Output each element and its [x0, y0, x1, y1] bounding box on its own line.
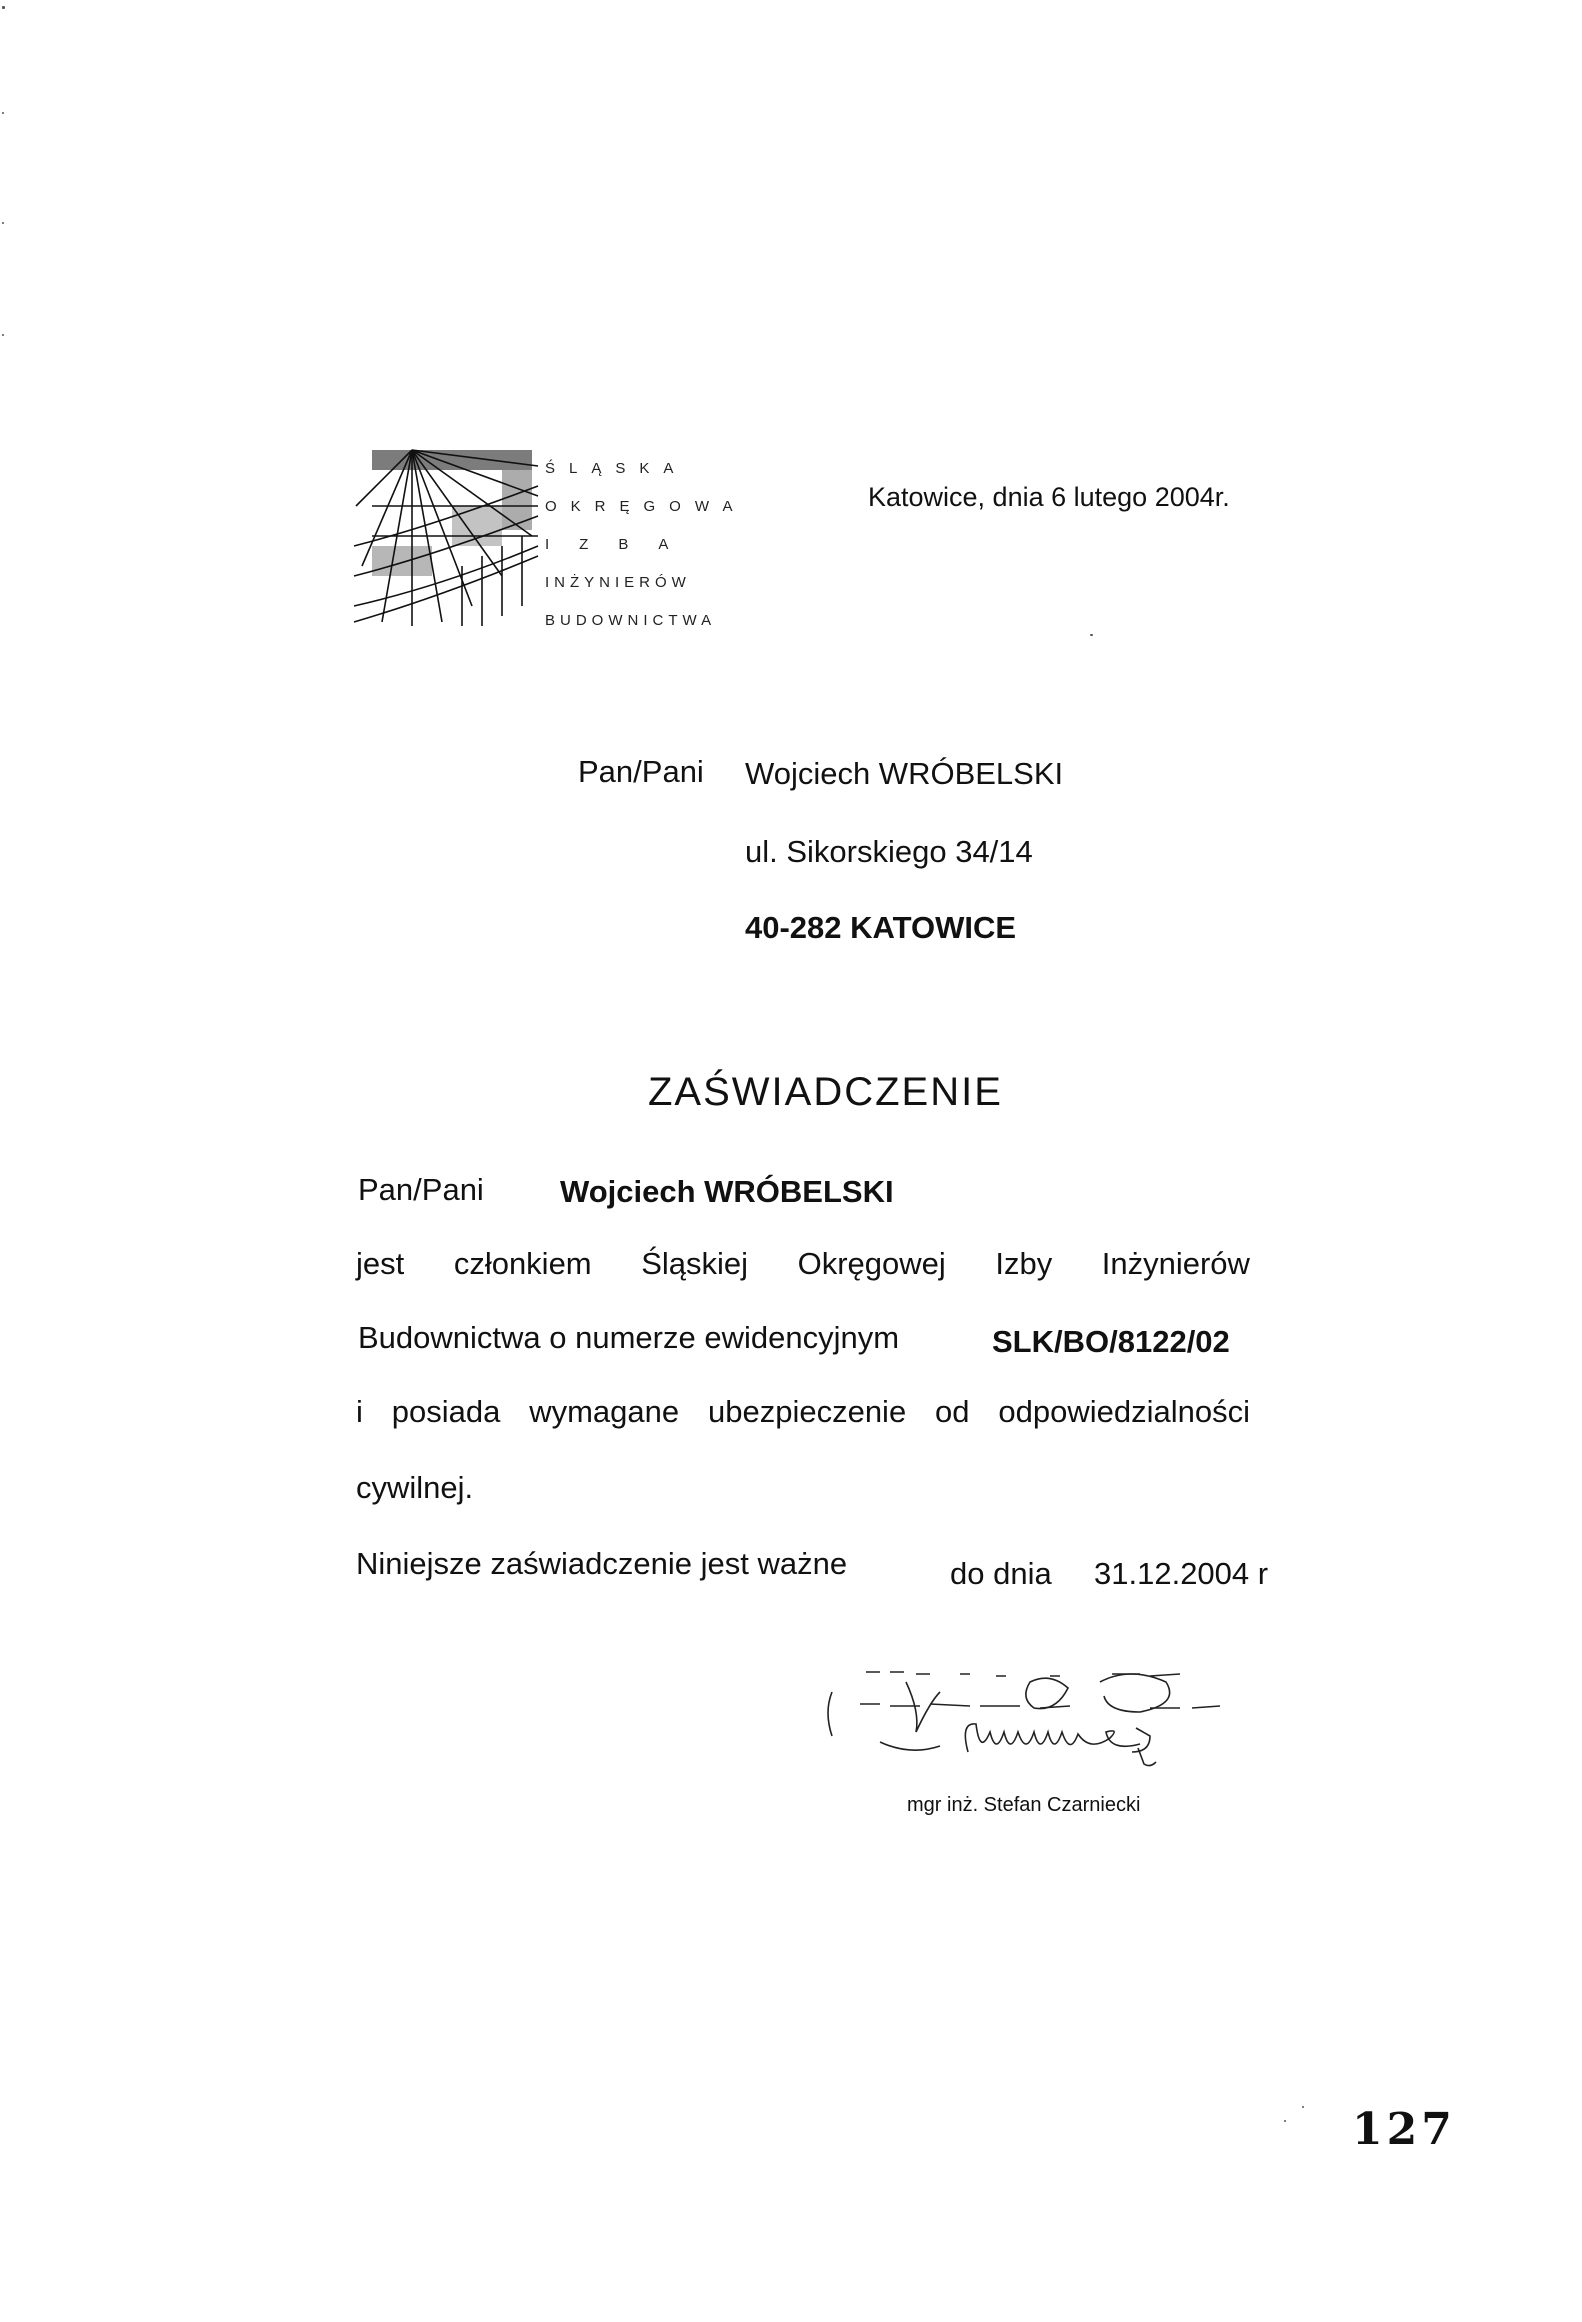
recipient-salutation: Pan/Pani: [578, 754, 704, 789]
validity-date: 31.12.2004 r: [1094, 1556, 1269, 1591]
registration-number: SLK/BO/8122/02: [992, 1324, 1230, 1359]
body-word: członkiem: [453, 1246, 592, 1281]
scan-speck: [2, 334, 4, 336]
scan-speck: [1302, 2106, 1304, 2108]
body-word: Okręgowej: [797, 1246, 946, 1281]
org-name-line: ŚLĄSKA: [545, 460, 688, 477]
scan-speck: [1284, 2120, 1286, 2122]
org-name-line: IZBA: [545, 536, 699, 553]
org-name-line: BUDOWNICTWA: [545, 612, 717, 629]
body-word: posiada: [391, 1394, 501, 1429]
org-name-line: OKRĘGOWA: [545, 498, 747, 515]
scan-speck: [2, 6, 5, 9]
page-number: 127: [1352, 2104, 1456, 2155]
recipient-city: 40-282 KATOWICE: [745, 910, 1017, 945]
org-name: [545, 450, 746, 640]
body-word: Izby: [995, 1246, 1053, 1281]
recipient-name: Wojciech WRÓBELSKI: [745, 756, 1064, 791]
body-line: [356, 1394, 1250, 1430]
body-line: Budownictwa o numerze ewidencyjnym: [358, 1320, 900, 1355]
body-line: cywilnej.: [356, 1470, 474, 1505]
signer-name: mgr inż. Stefan Czarniecki: [907, 1794, 1141, 1816]
org-name-line: INŻYNIERÓW: [545, 574, 691, 591]
body-word: Inżynierów: [1101, 1246, 1250, 1281]
body-word: od: [935, 1394, 970, 1429]
body-word: ubezpieczenie: [707, 1394, 907, 1429]
body-line: [356, 1246, 1250, 1282]
body-word: odpowiedzialności: [998, 1394, 1250, 1429]
place-date: Katowice, dnia 6 lutego 2004r.: [868, 482, 1230, 512]
body-word: Śląskiej: [641, 1246, 749, 1281]
signature-stamp: [820, 1652, 1240, 1802]
body-word: wymagane: [529, 1394, 680, 1429]
body-salutation: Pan/Pani: [358, 1172, 484, 1207]
validity-text: Niniejsze zaświadczenie jest ważne: [356, 1546, 848, 1581]
document-title: ZAŚWIADCZENIE: [648, 1070, 1003, 1114]
chamber-logo: [352, 446, 542, 630]
scan-speck: [2, 222, 4, 224]
body-word: jest: [356, 1246, 405, 1281]
validity-prefix: do dnia: [950, 1556, 1052, 1591]
recipient-street: ul. Sikorskiego 34/14: [745, 834, 1033, 869]
body-name: Wojciech WRÓBELSKI: [560, 1174, 894, 1209]
scan-speck: [2, 112, 4, 114]
body-word: i: [356, 1394, 363, 1429]
scan-speck: [1090, 634, 1093, 636]
